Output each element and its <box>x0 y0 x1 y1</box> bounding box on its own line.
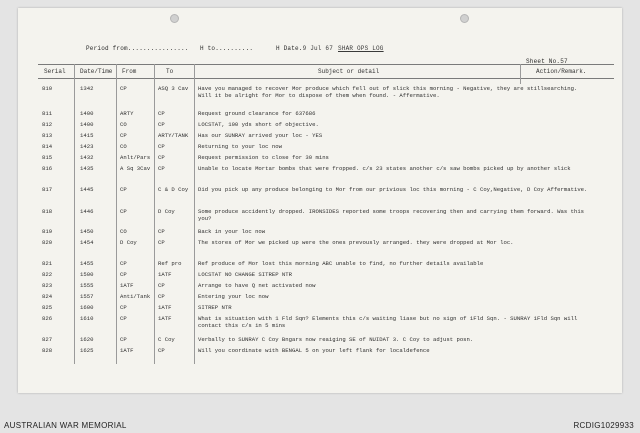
row-subject: Some produce accidently dropped. IRONSIDES reported some troops recovering then and carrying them forward. Was this you? <box>198 208 585 222</box>
row-to: C Coy <box>158 336 175 343</box>
row-serial: 811 <box>42 110 53 117</box>
row-from: CP <box>120 85 127 92</box>
row-serial: 828 <box>42 347 53 354</box>
row-subject: Entering your loc now <box>198 293 269 300</box>
sheet-value: 57 <box>560 58 568 65</box>
row-serial: 816 <box>42 165 53 172</box>
row-to: CP <box>158 110 165 117</box>
row-from: CP <box>120 132 127 139</box>
row-serial: 820 <box>42 239 53 246</box>
punch-hole <box>170 14 179 23</box>
row-to: CP <box>158 165 165 172</box>
row-to: 1ATF <box>158 315 172 322</box>
row-subject: Has our SUNRAY arrived your loc - YES <box>198 132 323 139</box>
row-subject: SITREP NTR <box>198 304 232 311</box>
row-from: CP <box>120 260 127 267</box>
row-time: 1625 <box>80 347 94 354</box>
row-subject: Ref produce of Mor lost this morning ABC unable to find, no further details available <box>198 260 484 267</box>
row-time: 1454 <box>80 239 94 246</box>
row-time: 1620 <box>80 336 94 343</box>
row-serial: 812 <box>42 121 53 128</box>
row-subject: Will you coordinate with BENGAL 5 on your left flank for localdefence <box>198 347 430 354</box>
row-subject: Request ground clearance for 637686 <box>198 110 316 117</box>
col-from: From <box>122 68 137 75</box>
date-label: H Date. <box>276 45 303 52</box>
row-subject: Returning to your loc now <box>198 143 282 150</box>
row-from: CP <box>120 271 127 278</box>
row-time: 1557 <box>80 293 94 300</box>
row-subject: What is situation with 1 Fld Sqn? Elements this c/s waiting liase but no sign of 1Fld Sqn. - SUNRAY 1Fld Sqn will contact this c/s in 5 mins <box>198 315 578 329</box>
row-from: CO <box>120 228 127 235</box>
row-from: CP <box>120 336 127 343</box>
row-from: CP <box>120 208 127 215</box>
row-time: 1435 <box>80 165 94 172</box>
row-subject: Back in your loc now <box>198 228 266 235</box>
row-from: A Sq 3Cav <box>120 165 151 172</box>
sheet-label: Sheet No. <box>526 58 561 65</box>
row-to: Ref pro <box>158 260 182 267</box>
column-divider <box>74 64 75 364</box>
h-to-dots: .......... <box>215 45 254 52</box>
punch-hole <box>460 14 469 23</box>
row-serial: 814 <box>42 143 53 150</box>
row-from: Anlt/Pars <box>120 154 151 161</box>
row-time: 1610 <box>80 315 94 322</box>
row-to: CP <box>158 239 165 246</box>
row-serial: 813 <box>42 132 53 139</box>
row-subject: Arrange to have Q net activated now <box>198 282 316 289</box>
row-time: 1446 <box>80 208 94 215</box>
row-to: 1ATF <box>158 271 172 278</box>
row-from: Anti/Tank <box>120 293 151 300</box>
row-subject: The stores of Mor we picked up were the ones prevously arranged. they were dropped at Mor loc. <box>198 239 514 246</box>
row-serial: 810 <box>42 85 53 92</box>
row-from: CP <box>120 186 127 193</box>
row-time: 1445 <box>80 186 94 193</box>
row-from: CO <box>120 143 127 150</box>
row-from: ARTY <box>120 110 134 117</box>
log-title: SHAR OPS LOG <box>338 45 384 52</box>
row-from: CO <box>120 121 127 128</box>
archive-credit: AUSTRALIAN WAR MEMORIAL <box>4 421 127 430</box>
row-serial: 817 <box>42 186 53 193</box>
row-to: D Coy <box>158 208 175 215</box>
row-serial: 823 <box>42 282 53 289</box>
row-time: 1455 <box>80 260 94 267</box>
row-serial: 815 <box>42 154 53 161</box>
period-from-dots: ................ <box>127 45 189 52</box>
row-subject: Request permission to close for 30 mins <box>198 154 329 161</box>
row-subject: Did you pick up any produce belonging to Mor from our privious loc this morning - C Coy,Negative, D Coy Affermative. <box>198 186 588 193</box>
row-to: ASQ 3 Cav <box>158 85 189 92</box>
row-time: 1342 <box>80 85 94 92</box>
row-serial: 821 <box>42 260 53 267</box>
row-time: 1600 <box>80 304 94 311</box>
row-from: CP <box>120 315 127 322</box>
row-serial: 827 <box>42 336 53 343</box>
column-divider <box>520 64 521 84</box>
row-time: 1555 <box>80 282 94 289</box>
row-subject: LOCSTAT, 100 yds short of objective. <box>198 121 319 128</box>
row-time: 1423 <box>80 143 94 150</box>
log-sheet <box>18 8 622 393</box>
table-header-rule <box>38 78 614 79</box>
row-from: CP <box>120 304 127 311</box>
row-from: 1ATF <box>120 347 134 354</box>
row-time: 1500 <box>80 271 94 278</box>
period-to <box>200 45 253 52</box>
row-to: CP <box>158 154 165 161</box>
col-subject: Subject or detail <box>318 68 380 75</box>
col-action: Action/Remark. <box>536 68 587 75</box>
date-value: 9 Jul 67 <box>302 45 334 52</box>
row-to: ARTY/TANK <box>158 132 189 139</box>
row-to: CP <box>158 143 165 150</box>
row-time: 1450 <box>80 228 94 235</box>
row-subject: LOCSTAT NO CHANGE SITREP NTR <box>198 271 292 278</box>
table-top-rule <box>38 64 614 65</box>
row-to: C & D Coy <box>158 186 189 193</box>
row-to: CP <box>158 121 165 128</box>
log-date <box>276 45 333 52</box>
row-to: CP <box>158 228 165 235</box>
row-to: 1ATF <box>158 304 172 311</box>
col-serial: Serial <box>44 68 66 75</box>
row-time: 1400 <box>80 110 94 117</box>
row-subject: Verbally to SUNRAY C Coy Bngars now reaiging SE of NUIDAT 3. C Coy to adjust posn. <box>198 336 474 343</box>
row-from: D Coy <box>120 239 137 246</box>
row-serial: 818 <box>42 208 53 215</box>
period-from-label: Period from <box>86 45 128 52</box>
row-serial: 824 <box>42 293 53 300</box>
row-serial: 822 <box>42 271 53 278</box>
row-serial: 819 <box>42 228 53 235</box>
row-time: 1415 <box>80 132 94 139</box>
row-time: 1432 <box>80 154 94 161</box>
row-time: 1400 <box>80 121 94 128</box>
period-from <box>86 45 189 52</box>
row-serial: 825 <box>42 304 53 311</box>
row-from: 1ATF <box>120 282 134 289</box>
column-divider <box>116 64 117 364</box>
row-to: CP <box>158 282 165 289</box>
row-subject: Unable to locate Mortar bombs that were fropped. c/s 23 states another c/s saw bombs picked up by another slick <box>198 165 571 172</box>
row-to: CP <box>158 347 165 354</box>
col-date-time: Date/Time <box>80 68 113 75</box>
row-to: CP <box>158 293 165 300</box>
row-subject: Have you managed to recover Mor produce which fell out of slick this morning - Negative, they are stillsearching. Will it be alright for Mor to dispose of them when found. - Affermative. <box>198 85 578 99</box>
h-to-label: H to <box>200 45 216 52</box>
archive-reference: RCDIG1029933 <box>573 421 634 430</box>
col-to: To <box>166 68 174 75</box>
row-serial: 826 <box>42 315 53 322</box>
